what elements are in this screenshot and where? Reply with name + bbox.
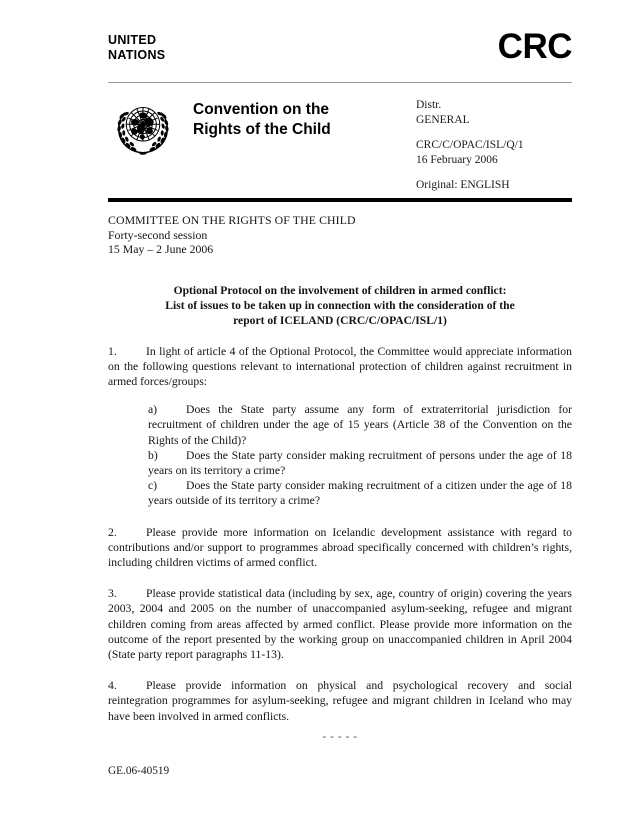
committee-block: [108, 213, 572, 257]
sub-item-label: b): [148, 448, 158, 462]
un-emblem: [112, 97, 174, 159]
job-code: GE.06-40519: [108, 764, 170, 777]
distribution-level: GENERAL: [416, 113, 470, 126]
end-separator: - - - - -: [322, 730, 358, 743]
page-title-line-1: Optional Protocol on the involvement of children in armed conflict:: [173, 283, 507, 297]
distribution-label: Distr.: [416, 99, 442, 111]
paragraph: [108, 344, 572, 390]
sub-item-b: [148, 448, 572, 478]
convention-title-line-2: Rights of the Child: [193, 121, 331, 138]
committee-dates: 15 May – 2 June 2006: [108, 242, 214, 256]
sub-item-list: [148, 402, 572, 508]
paragraph-number: 3.: [108, 587, 117, 601]
sub-item-text: Does the State party consider making recruitment of persons under the age of 18 years on its territory a crime?: [148, 448, 572, 477]
sub-item-text: Does the State party consider making recruitment of a citizen under the age of 18 years outside of its territory a crime?: [148, 479, 572, 508]
convention-title: [193, 100, 423, 140]
paragraph-text: Please provide statistical data (including by sex, age, country of origin) covering the years 2003, 2004 and 2005 on the number of unaccompanied asylum-seeking, refugee and migrant children coming from areas affected by armed conflict. Please provide more information on the outcome of the report presented by the working group on unaccompanied children in April 2004 (State party report paragraphs 11-13).: [108, 587, 572, 661]
paragraph-text: Please provide more information on Icelandic development assistance with regard to contributions and/or support to programmes abroad specifically concerned with children’s rights, including children victims of armed conflict.: [108, 525, 572, 569]
paragraph: [108, 678, 572, 724]
sub-item-label: a): [148, 403, 158, 417]
paragraph: [108, 525, 572, 571]
committee-session: Forty-second session: [108, 227, 208, 242]
sub-item-text: Does the State party assume any form of extraterritorial jurisdiction for recruitment of children under the age of 15 years (Article 38 of the Convention on the Rights of the Child)?: [148, 403, 572, 447]
paragraph: [108, 586, 572, 662]
treaty-code-logo: CRC: [497, 27, 572, 66]
paragraph-number: 4.: [108, 679, 117, 693]
sub-item-c: [148, 478, 572, 508]
header-divider-thin: [108, 82, 572, 83]
paragraph-number: 2.: [108, 525, 117, 539]
original-language: Original: ENGLISH: [416, 179, 510, 191]
document-content: [108, 0, 572, 777]
organization-line-2: NATIONS: [108, 47, 166, 62]
document-date: 16 February 2006: [416, 153, 498, 166]
page-title-line-3: report of ICELAND (CRC/C/OPAC/ISL/1): [233, 313, 447, 327]
page-title-line-2: List of issues to be taken up in connection with the consideration of the: [165, 298, 515, 312]
committee-name: COMMITTEE ON THE RIGHTS OF THE CHILD: [108, 213, 356, 227]
convention-title-line-1: Convention on the: [193, 101, 330, 118]
paragraph-text: Please provide information on physical and psychological recovery and social reintegration programmes for asylum-seeking, refugee and migrant children in Iceland who may have been involved in armed conflicts.: [108, 679, 572, 723]
paragraph-number: 1.: [108, 344, 117, 358]
masthead: [108, 27, 572, 81]
sub-item-label: c): [148, 479, 158, 493]
distribution-spacer-1: [416, 127, 524, 138]
sub-item-a: [148, 402, 572, 448]
header-divider-thick: [108, 198, 572, 202]
distribution-spacer-2: [416, 167, 524, 178]
title-band: [108, 96, 572, 191]
organization-line-1: UNITED: [108, 33, 157, 47]
distribution-block: [416, 98, 524, 193]
page-title: [108, 283, 572, 328]
organization-name: [108, 33, 165, 62]
document-symbol: CRC/C/OPAC/ISL/Q/1: [416, 139, 524, 151]
paragraph-text: In light of article 4 of the Optional Protocol, the Committee would appreciate information on the following questions relevant to international protection of children against recruitment in armed forces/groups:: [108, 344, 572, 388]
